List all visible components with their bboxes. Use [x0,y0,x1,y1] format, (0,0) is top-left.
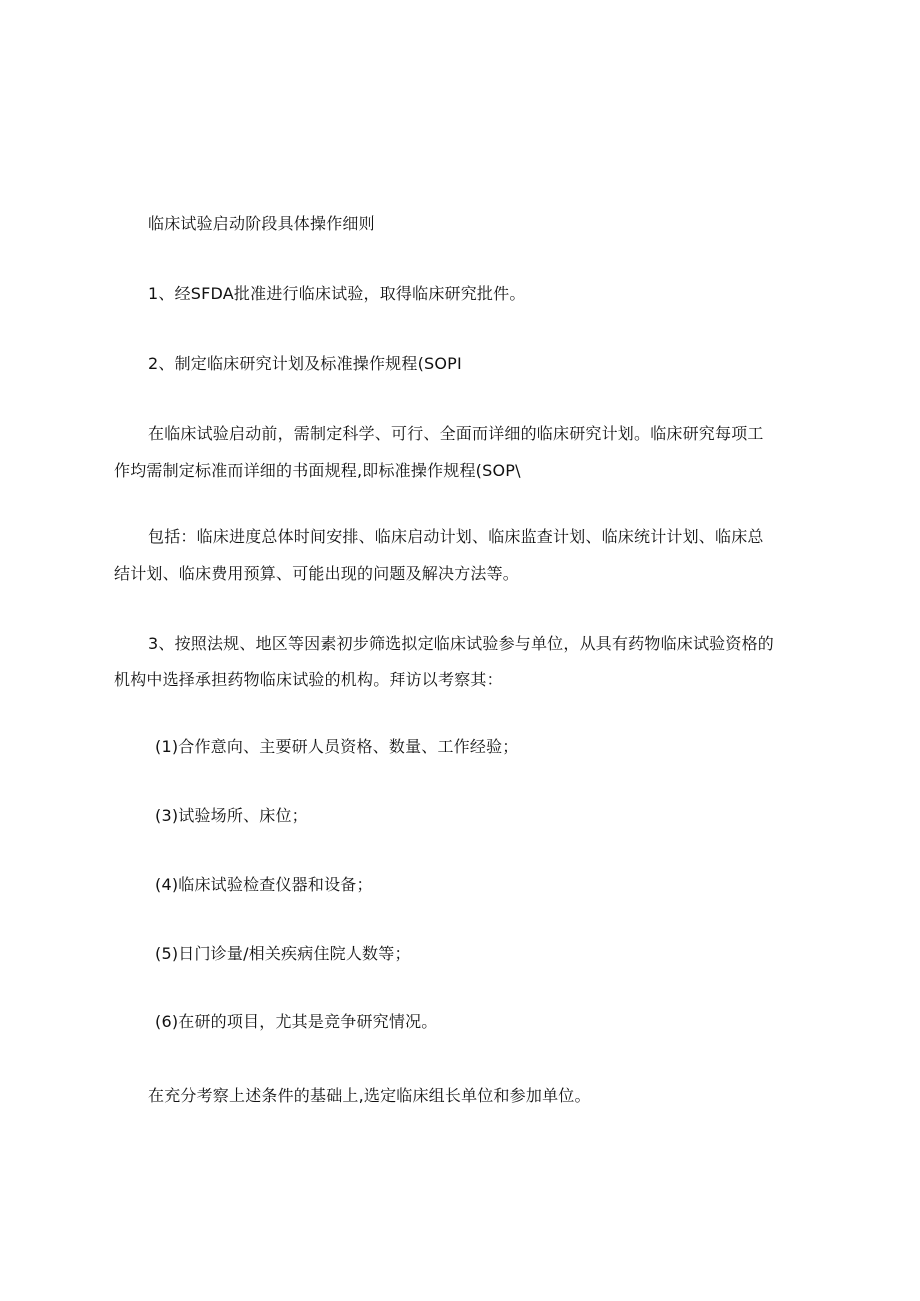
item-2: 2、制定临床研究计划及标准操作规程(SOPI [148,354,462,373]
conclusion: 在充分考察上述条件的基础上,选定临床组长单位和参加单位。 [148,1086,591,1105]
item-3-line-2: 机构中选择承担药物临床试验的机构。拜访以考察其： [114,670,503,689]
sub-item: (5)日门诊量/相关疾病住院人数等； [155,944,411,963]
document-title: 临床试验启动阶段具体操作细则 [148,214,375,233]
plan-paragraph-line-2: 作均需制定标准而详细的书面规程,即标准操作规程(SOP\ [114,461,521,480]
item-3-line-1: 3、按照法规、地区等因素初步筛选拟定临床试验参与单位，从具有药物临床试验资格的 [148,634,774,653]
sub-item: (1)合作意向、主要研人员资格、数量、工作经验； [155,737,519,756]
item-1: 1、经SFDA批准进行临床试验，取得临床研究批件。 [148,284,526,303]
include-paragraph-line-2: 结计划、临床费用预算、可能出现的问题及解决方法等。 [114,564,520,583]
sub-item: (6)在研的项目，尤其是竞争研究情况。 [155,1012,438,1031]
sub-item: (4)临床试验检查仪器和设备； [155,875,373,894]
plan-paragraph-line-1: 在临床试验启动前，需制定科学、可行、全面而详细的临床研究计划。临床研究每项工 [148,424,764,443]
include-paragraph-line-1: 包括：临床进度总体时间安排、临床启动计划、临床监查计划、临床统计计划、临床总 [148,527,764,546]
sub-item: (3)试验场所、床位； [155,806,308,825]
